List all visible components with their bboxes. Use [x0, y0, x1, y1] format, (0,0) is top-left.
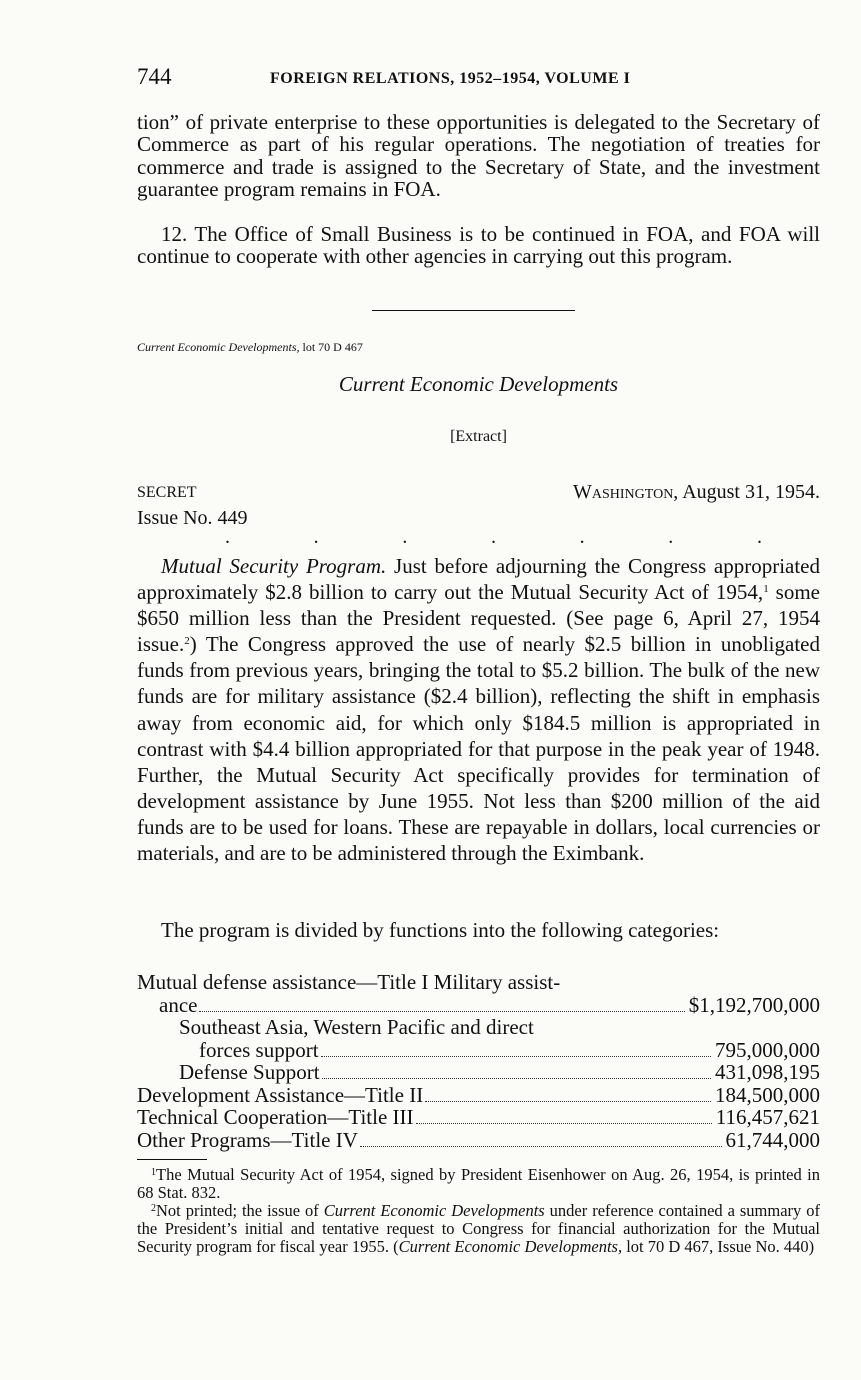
footnote-mark: 1: [151, 1167, 156, 1178]
table-row: [137, 1038, 820, 1061]
row-label: Mutual defense assistance—Title I Military assist-: [137, 970, 561, 994]
ellipsis-dot: .: [579, 526, 585, 548]
paragraph-text: Just before adjourning the Congress appropriated approximately $2.8 billion to carry out the Mutual Security Act of 1954,: [137, 554, 820, 605]
row-label: Development Assistance—Title II: [137, 1082, 424, 1107]
dot-leader: [199, 1011, 684, 1012]
item-12-paragraph: 12. The Office of Small Business is to be continued in FOA, and FOA will continue to cooperate with other agencies in carrying out this program.: [137, 222, 820, 269]
table-row: [137, 993, 820, 1016]
ellipsis-dot: .: [402, 526, 408, 548]
row-amount: 431,098,195: [715, 1060, 820, 1084]
footnote-text: lot 70 D 467, Issue No. 440): [622, 1237, 815, 1256]
dateline-city: Washington,: [573, 481, 679, 503]
footnote-text: under reference contained a summary of the President’s initial and tentative request to Congress for financial authorization for the Mutual Security program for fiscal year 1955. (: [137, 1201, 820, 1256]
row-label: Technical Cooperation—Title III: [137, 1105, 414, 1129]
table-row: [137, 1015, 820, 1038]
row-label: Other Programs—Title IV: [137, 1127, 358, 1152]
footnote-mark: 2: [151, 1203, 156, 1214]
footnote-italic: Current Economic Developments,: [398, 1237, 623, 1256]
footnote-2: [137, 1202, 820, 1256]
row-amount: 795,000,000: [715, 1037, 820, 1062]
row-label: Defense Support: [179, 1060, 320, 1084]
footnote-italic: Current Economic Developments: [323, 1201, 545, 1220]
source-note-title: Current Economic Developments,: [137, 340, 300, 354]
ellipsis-dot: .: [668, 526, 674, 548]
appropriations-table: [137, 970, 820, 1150]
classification-label: SECRET: [137, 484, 197, 501]
document-title: Current Economic Developments: [338, 372, 619, 396]
table-row: [137, 1060, 820, 1083]
ellipsis-row: [137, 526, 820, 549]
footnote-1: [137, 1166, 820, 1202]
row-amount: 184,500,000: [715, 1082, 820, 1107]
ellipsis-dot: .: [490, 526, 496, 548]
table-row: [137, 1128, 820, 1151]
table-row: [137, 1105, 820, 1128]
table-row: [137, 970, 820, 993]
section-divider: [372, 310, 575, 311]
running-head: FOREIGN RELATIONS, 1952–1954, VOLUME I: [270, 70, 631, 87]
issue-number: Issue No. 449: [137, 507, 248, 529]
mutual-security-paragraph: [137, 553, 820, 866]
dot-leader: [321, 1056, 711, 1057]
footnote-divider: [137, 1159, 207, 1160]
footnote-ref-2: 2: [184, 635, 190, 648]
source-note-file: lot 70 D 467: [299, 340, 363, 354]
source-note: [137, 340, 363, 355]
page-number: 744: [137, 64, 172, 89]
categories-intro: The program is divided by functions into the following categories:: [161, 918, 720, 942]
footnote-ref-1: 1: [763, 583, 769, 596]
lead-in-heading: Mutual Security Program.: [161, 554, 387, 578]
table-row: [137, 1083, 820, 1106]
row-amount: 116,457,621: [715, 1105, 820, 1129]
dateline: [573, 481, 820, 504]
paragraph-text: ) The Congress approved the use of nearly $2.5 billion in unobligated funds from previous years, bringing the total to $5.2 billion. The bulk of the new funds are for military assistance ($2.4 billion), reflecting the shift in emphasis away from economic aid, for which only $184.5 million is appropriated in contrast with $4.4 billion appropriated for that purpose in the peak year of 1948. Further, the Mutual Security Act specifically provides for termination of development assistance by June 1955. Not less than $200 million of the aid funds are to be used for loans. These are repayable in dollars, local currencies or materials, and are to be administered through the Eximbank.: [137, 632, 820, 866]
ellipsis-dot: .: [756, 526, 762, 548]
row-label: forces support: [199, 1037, 319, 1062]
continuation-paragraph: tion” of private enterprise to these opportunities is delegated to the Secretary of Commerce as part of his regular operations. The negotiation of treaties for commerce and trade is assigned to the Secretary of State, and the investment guarantee program remains in FOA.: [137, 110, 820, 201]
row-label: Southeast Asia, Western Pacific and direct: [179, 1015, 534, 1039]
footnote-text: The Mutual Security Act of 1954, signed by President Eisenhower on Aug. 26, 1954, is printed in 68 Stat. 832.: [137, 1165, 820, 1202]
row-label: ance: [159, 992, 198, 1017]
footnote-text: Not printed; the issue of: [156, 1201, 324, 1220]
row-amount: $1,192,700,000: [688, 992, 820, 1017]
dot-leader: [360, 1146, 722, 1147]
dot-leader: [425, 1101, 711, 1102]
footnotes: [137, 1166, 820, 1256]
dot-leader: [416, 1123, 712, 1124]
ellipsis-dot: .: [225, 526, 230, 548]
row-amount: 61,744,000: [725, 1127, 820, 1152]
extract-label: [Extract]: [450, 428, 507, 445]
paragraph-text: some $650 million less than the President requested. (See page 6, April 27, 1954 issue.: [137, 580, 820, 657]
dateline-date: August 31, 1954.: [678, 481, 820, 503]
dot-leader: [322, 1078, 711, 1079]
ellipsis-dot: .: [313, 526, 319, 548]
